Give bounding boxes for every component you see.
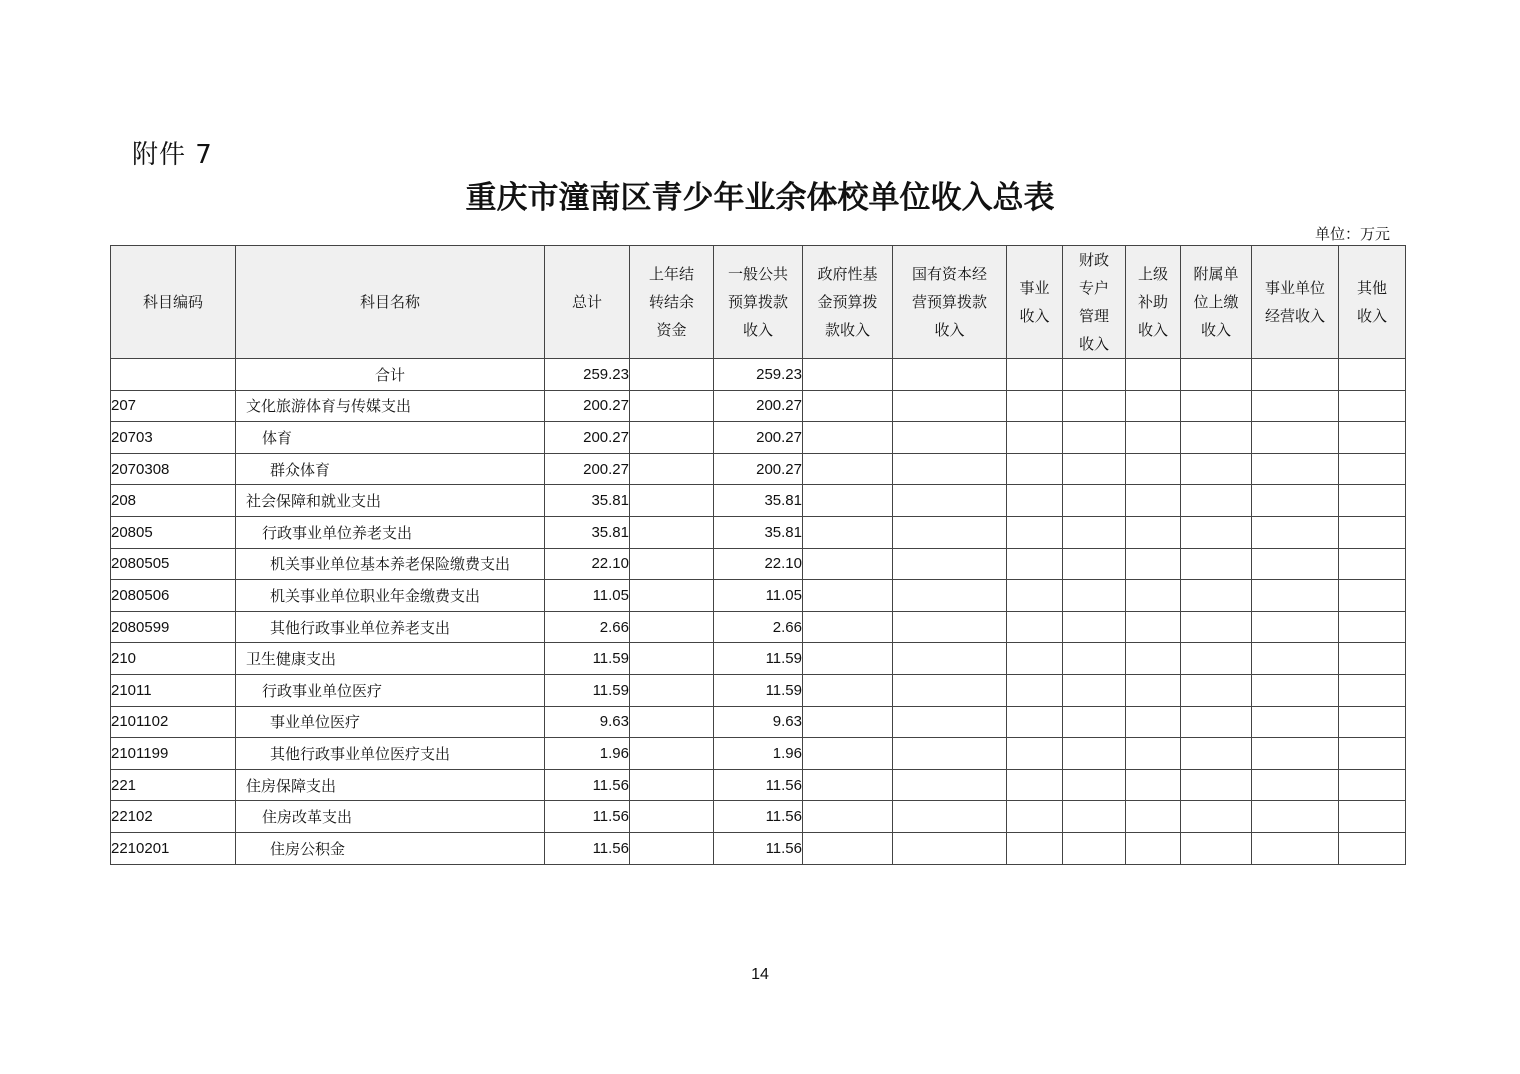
business-income-value [1007,390,1063,422]
prior-year-carryover-value [630,643,714,675]
general-budget-value: 35.81 [714,485,803,517]
fiscal-account-income-value [1063,516,1126,548]
total-value: 11.05 [545,580,630,612]
col-header-affiliate-payment: 附属单 位上缴 收入 [1181,246,1252,359]
fiscal-account-income-value [1063,706,1126,738]
total-value: 11.59 [545,674,630,706]
subject-name: 机关事业单位基本养老保险缴费支出 [236,548,545,580]
state-capital-budget-value [893,706,1007,738]
col-header-business-income: 事业 收入 [1007,246,1063,359]
col-header-superior-subsidy: 上级 补助 收入 [1126,246,1181,359]
affiliate-payment-value [1181,516,1252,548]
operating-income-value [1252,801,1339,833]
superior-subsidy-value [1126,422,1181,454]
superior-subsidy-value [1126,674,1181,706]
unit-label: 单位：万元 [1314,225,1390,243]
affiliate-payment-value [1181,453,1252,485]
other-income-value [1339,801,1406,833]
total-value: 11.59 [545,643,630,675]
business-income-value [1007,548,1063,580]
subject-name: 行政事业单位养老支出 [236,516,545,548]
superior-subsidy-value [1126,738,1181,770]
other-income-value [1339,580,1406,612]
total-value: 2.66 [545,611,630,643]
col-header-total: 总计 [545,246,630,359]
operating-income-value [1252,611,1339,643]
table-row [111,611,1406,643]
table-row [111,706,1406,738]
subject-code: 21011 [111,674,236,706]
gov-fund-budget-value [803,516,893,548]
gov-fund-budget-value [803,548,893,580]
page-title: 重庆市潼南区青少年业余体校单位收入总表 [465,180,1055,216]
subject-name: 住房保障支出 [236,769,545,801]
general-budget-value: 1.96 [714,738,803,770]
subject-code: 20805 [111,516,236,548]
superior-subsidy-value [1126,832,1181,864]
table-row [111,390,1406,422]
table-row [111,548,1406,580]
superior-subsidy-value [1126,548,1181,580]
subject-code: 2070308 [111,453,236,485]
gov-fund-budget-value [803,706,893,738]
gov-fund-budget-value [803,390,893,422]
superior-subsidy-value [1126,801,1181,833]
subject-name: 社会保障和就业支出 [236,485,545,517]
subject-code: 2210201 [111,832,236,864]
subject-code: 210 [111,643,236,675]
superior-subsidy-value [1126,390,1181,422]
col-header-gov-fund-budget: 政府性基 金预算拨 款收入 [803,246,893,359]
affiliate-payment-value [1181,422,1252,454]
affiliate-payment-value [1181,738,1252,770]
prior-year-carryover-value [630,832,714,864]
state-capital-budget-value [893,801,1007,833]
state-capital-budget-value [893,832,1007,864]
fiscal-account-income-value [1063,422,1126,454]
subject-code: 20703 [111,422,236,454]
operating-income-value [1252,422,1339,454]
subject-code: 2080599 [111,611,236,643]
general-budget-value: 2.66 [714,611,803,643]
operating-income-value [1252,643,1339,675]
gov-fund-budget-value [803,611,893,643]
fiscal-account-income-value [1063,611,1126,643]
col-header-operating-income: 事业单位 经营收入 [1252,246,1339,359]
superior-subsidy-value [1126,769,1181,801]
general-budget-value: 200.27 [714,390,803,422]
prior-year-carryover-value [630,738,714,770]
state-capital-budget-value [893,516,1007,548]
subject-name: 体育 [236,422,545,454]
prior-year-carryover-value [630,422,714,454]
total-value: 11.56 [545,832,630,864]
prior-year-carryover-value [630,548,714,580]
other-income-value [1339,738,1406,770]
operating-income-value [1252,738,1339,770]
prior-year-carryover-value [630,453,714,485]
affiliate-payment-value [1181,485,1252,517]
total-value: 200.27 [545,422,630,454]
business-income-value [1007,422,1063,454]
state-capital-budget-value [893,643,1007,675]
affiliate-payment-value [1181,706,1252,738]
total-value: 35.81 [545,516,630,548]
prior-year-carryover-value [630,485,714,517]
subject-name: 住房公积金 [236,832,545,864]
other-income-value [1339,485,1406,517]
affiliate-payment-value [1181,674,1252,706]
general-budget-value: 200.27 [714,422,803,454]
general-budget-value: 11.56 [714,769,803,801]
table-row [111,801,1406,833]
other-income-value [1339,832,1406,864]
table-row [111,674,1406,706]
gov-fund-budget-value [803,674,893,706]
subject-code: 2080505 [111,548,236,580]
fiscal-account-income-value [1063,580,1126,612]
subject-code: 2101199 [111,738,236,770]
subject-name: 住房改革支出 [236,801,545,833]
subject-code: 208 [111,485,236,517]
subject-code: 207 [111,390,236,422]
total-general-budget: 259.23 [714,359,803,391]
total-code-cell [111,359,236,391]
gov-fund-budget-value [803,422,893,454]
subject-code: 2080506 [111,580,236,612]
other-income-value [1339,422,1406,454]
total-row [111,359,1406,391]
prior-year-carryover-value [630,390,714,422]
col-header-general-budget: 一般公共 预算拨款 收入 [714,246,803,359]
table-row [111,453,1406,485]
income-table [110,245,1406,865]
superior-subsidy-value [1126,485,1181,517]
prior-year-carryover-value [630,611,714,643]
table-row [111,580,1406,612]
total-value: 1.96 [545,738,630,770]
superior-subsidy-value [1126,453,1181,485]
table-row [111,516,1406,548]
general-budget-value: 11.56 [714,801,803,833]
other-income-value [1339,390,1406,422]
subject-name: 卫生健康支出 [236,643,545,675]
subject-name: 机关事业单位职业年金缴费支出 [236,580,545,612]
prior-year-carryover-value [630,516,714,548]
total-value: 200.27 [545,453,630,485]
affiliate-payment-value [1181,769,1252,801]
total-value: 11.56 [545,801,630,833]
general-budget-value: 9.63 [714,706,803,738]
fiscal-account-income-value [1063,832,1126,864]
business-income-value [1007,674,1063,706]
general-budget-value: 22.10 [714,548,803,580]
subject-code: 22102 [111,801,236,833]
attachment-label: 附件 7 [132,140,213,170]
col-header-name: 科目名称 [236,246,545,359]
operating-income-value [1252,832,1339,864]
other-income-value [1339,706,1406,738]
state-capital-budget-value [893,580,1007,612]
general-budget-value: 11.56 [714,832,803,864]
prior-year-carryover-value [630,801,714,833]
fiscal-account-income-value [1063,674,1126,706]
fiscal-account-income-value [1063,643,1126,675]
other-income-value [1339,548,1406,580]
state-capital-budget-value [893,485,1007,517]
other-income-value [1339,453,1406,485]
prior-year-carryover-value [630,674,714,706]
col-header-other-income: 其他 收入 [1339,246,1406,359]
subject-name: 群众体育 [236,453,545,485]
affiliate-payment-value [1181,643,1252,675]
gov-fund-budget-value [803,832,893,864]
subject-code: 2101102 [111,706,236,738]
state-capital-budget-value [893,738,1007,770]
state-capital-budget-value [893,453,1007,485]
col-header-fiscal-account-income: 财政 专户 管理 收入 [1063,246,1126,359]
general-budget-value: 11.05 [714,580,803,612]
table-row [111,643,1406,675]
state-capital-budget-value [893,422,1007,454]
superior-subsidy-value [1126,580,1181,612]
fiscal-account-income-value [1063,453,1126,485]
subject-code: 221 [111,769,236,801]
general-budget-value: 35.81 [714,516,803,548]
subject-name: 其他行政事业单位医疗支出 [236,738,545,770]
page-number: 14 [751,966,769,983]
subject-name: 行政事业单位医疗 [236,674,545,706]
table-header-row [111,246,1406,359]
table-row [111,832,1406,864]
gov-fund-budget-value [803,738,893,770]
operating-income-value [1252,580,1339,612]
business-income-value [1007,738,1063,770]
other-income-value [1339,611,1406,643]
state-capital-budget-value [893,769,1007,801]
operating-income-value [1252,516,1339,548]
affiliate-payment-value [1181,611,1252,643]
business-income-value [1007,453,1063,485]
superior-subsidy-value [1126,516,1181,548]
fiscal-account-income-value [1063,390,1126,422]
state-capital-budget-value [893,390,1007,422]
general-budget-value: 11.59 [714,643,803,675]
total-amount: 259.23 [545,359,630,391]
total-label: 合计 [236,359,545,391]
affiliate-payment-value [1181,801,1252,833]
subject-name: 事业单位医疗 [236,706,545,738]
total-value: 200.27 [545,390,630,422]
business-income-value [1007,516,1063,548]
superior-subsidy-value [1126,706,1181,738]
fiscal-account-income-value [1063,485,1126,517]
fiscal-account-income-value [1063,548,1126,580]
table-row [111,422,1406,454]
business-income-value [1007,801,1063,833]
fiscal-account-income-value [1063,738,1126,770]
business-income-value [1007,580,1063,612]
other-income-value [1339,516,1406,548]
operating-income-value [1252,548,1339,580]
affiliate-payment-value [1181,390,1252,422]
business-income-value [1007,643,1063,675]
operating-income-value [1252,706,1339,738]
gov-fund-budget-value [803,485,893,517]
operating-income-value [1252,390,1339,422]
fiscal-account-income-value [1063,769,1126,801]
superior-subsidy-value [1126,611,1181,643]
prior-year-carryover-value [630,580,714,612]
state-capital-budget-value [893,611,1007,643]
total-value: 9.63 [545,706,630,738]
gov-fund-budget-value [803,580,893,612]
table-row [111,738,1406,770]
table-row [111,485,1406,517]
other-income-value [1339,643,1406,675]
general-budget-value: 11.59 [714,674,803,706]
col-header-prior-year-carryover: 上年结 转结余 资金 [630,246,714,359]
other-income-value [1339,769,1406,801]
total-value: 11.56 [545,769,630,801]
operating-income-value [1252,453,1339,485]
general-budget-value: 200.27 [714,453,803,485]
business-income-value [1007,832,1063,864]
gov-fund-budget-value [803,643,893,675]
gov-fund-budget-value [803,801,893,833]
business-income-value [1007,485,1063,517]
gov-fund-budget-value [803,453,893,485]
total-value: 35.81 [545,485,630,517]
col-header-code: 科目编码 [111,246,236,359]
other-income-value [1339,674,1406,706]
business-income-value [1007,706,1063,738]
affiliate-payment-value [1181,832,1252,864]
prior-year-carryover-value [630,706,714,738]
gov-fund-budget-value [803,769,893,801]
business-income-value [1007,769,1063,801]
operating-income-value [1252,485,1339,517]
operating-income-value [1252,769,1339,801]
col-header-state-capital-budget: 国有资本经 营预算拨款 收入 [893,246,1007,359]
fiscal-account-income-value [1063,801,1126,833]
business-income-value [1007,611,1063,643]
subject-name: 其他行政事业单位养老支出 [236,611,545,643]
operating-income-value [1252,674,1339,706]
prior-year-carryover-value [630,769,714,801]
total-value: 22.10 [545,548,630,580]
subject-name: 文化旅游体育与传媒支出 [236,390,545,422]
superior-subsidy-value [1126,643,1181,675]
affiliate-payment-value [1181,548,1252,580]
state-capital-budget-value [893,548,1007,580]
affiliate-payment-value [1181,580,1252,612]
state-capital-budget-value [893,674,1007,706]
table-row [111,769,1406,801]
